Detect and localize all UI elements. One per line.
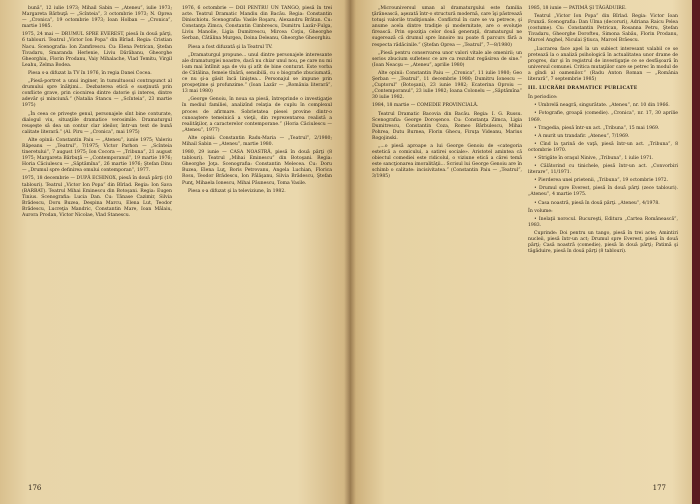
- text-paragraph: Teatrul Dramatic Bacovia din Bacău. Regia: I. G. Russu. Scenografia: George Doroşenco. Cu: Constanţa Zimca, Ligia Dumitrescu, Constantin Coza, Romeo Bărbulescu, Mihai Pohrea, Dutu Burnea, Florin Ghecu, Firuţa Videanu, Marius Rogojinski.: [372, 111, 522, 141]
- text-paragraph: „Piesă pentru conservarea unor valori vitale ale omenirii; un serios zbucium sufletesc ce are ca rezultat regăsirea de sine.” (Ioan Neacşu — „Ateneu”, aprilie 1980): [372, 50, 522, 68]
- text-paragraph: „Piesă-portret a unui inginer, în tumultuosul contrapunct al drumului spre înălţimi... Dezbaterea etică e susţinută prin conflicte grave, prin ciocnirea dintre datorie şi interes, dintre adevăr şi minciună.” (Natalia Stancu — „Scînteia”, 23 martie 1975): [22, 79, 172, 109]
- text-paragraph: Teatrul „Victor Ion Popa” din Bîrlad. Regia: Victor Ioan Frunză. Scenografia: Dan Ulma (decoruri), Adriana Raicu Pelea (costume). Cu: Constantin Petrican, Rosanna Petru, Ştefan Tivadaru, Gheorghe Dorofteu, Simona Sabău, Florin Prodanu, Marcel Anghel, Niculai Ştiuca, Marcel Brăescu.: [528, 14, 678, 44]
- text-paragraph: Alte opinii: Constantin Radu-Maria — „Teatrul”, 2/1980; Mihail Sabin — „Ateneu”, martie 1980.: [182, 135, 332, 147]
- left-page-column-2: [182, 6, 332, 197]
- text-paragraph: • Pierderea unei prietenii, „Tribuna”, 19 octombrie 1972.: [534, 178, 669, 184]
- text-paragraph: • Drumul spre Everest, piesă în două părţi (zece tablouri). „Ateneu”, 4 martie 1975.: [528, 186, 678, 198]
- left-page-column-1: [22, 6, 172, 221]
- right-page-column-1: [372, 6, 522, 183]
- text-paragraph: „În ceea ce priveşte genul, personajele sînt bine conturate, dialogul viu, situaţiile dramatice verosimile. Dramaturgul reuşeşte să dea un contur clar ideilor, într-un text de bună calitate literară.” (Al. Piru — „Cronica”, mai 1975): [22, 111, 172, 135]
- text-paragraph: • Tragedia, piesă într-un act. „Tribuna”, 15 mai 1969.: [534, 125, 660, 131]
- text-paragraph: „...o piesă aproape a lui George Genoiu de «categoria estetică a comicului, a satirei sociale». Aristotel amintea că obiectul comediei este ridicolul, o viziune etică a cărei temă este sancţionarea imoralităţii... Scrisul lui George Genoiu are în schimb o calitate: incisivitatea.” (Constantin Paiu — „Teatrul”, 3/1985): [372, 143, 522, 180]
- text-paragraph: În volume:: [528, 208, 553, 214]
- text-paragraph: 1976, 6 octombrie — DOI PENTRU UN TANGO, piesă în trei acte. Teatrul Dramatic Mandiu din Bacău. Regia: Constantin Dinischiotu. Scenografia: Vasile Roşaru, Alexandru Brătan. Cu: Constanţa Zimca, Constantin Cimbrescu, Dumitru Lazăr-Fulga, Liviu Manolie, Ligia Dumitrescu, Mircea Coţiu, Gheorghe Serban, Cătălina Murgea, Doina Deleanu, Gheorghe Gheorghiu.: [182, 6, 332, 42]
- text-paragraph: 1985, 18 iunie — PATIMĂ ŞI TĂGĂDUIRE.: [528, 6, 627, 11]
- text-paragraph: • Inelaţii norocul. Bucureşti, Editura „Cartea Românească”, 1983.: [528, 216, 678, 228]
- page-number-right: 177: [652, 484, 666, 492]
- text-paragraph: Cuprinde: Doi pentru un tango, piesă în trei acte; Amintiri nucleii, piesă într-un act; Drumul spre Everest, piesă în două părţi; Casă noastră (comedie), piesă în două părţi; Patimă şi tăgăduire, piesă în două părţi (8 tablouri).: [528, 230, 678, 255]
- text-paragraph: 1984, 18 martie — COMEDIE PROVINCIALĂ.: [372, 103, 479, 109]
- text-paragraph: Alte opinii: Constantin Paiu — „Ateneu”, iunie 1975; Valeriu Râpeanu — „Teatrul”, 7/1975; Victor Parhon — „Scînteia tineretului”, 7 august 1975; Ion Cocora — „Tribuna”, 21 august 1975; Margareta Bărbuţă — „Contemporanul”, 19 martie 1976; Horia Căciulescu — „Săptămîna”, 26 martie 1976; Ştefan Dinu — „Drumul spre definirea omului contemporan”, 1977.: [22, 137, 172, 174]
- text-paragraph: Piesa s-a difuzat la TV în 1976, în regia Danei Cocea.: [28, 70, 152, 76]
- text-paragraph: Piesa s-a difuzat şi la televiziune, în 1982.: [188, 188, 286, 194]
- text-paragraph: • Casa noastră, piesă în două părţi. „Ateneu”, 4/1978.: [534, 200, 660, 206]
- text-paragraph: • A murit un trandafir. „Ateneu”, 7/1969.: [534, 133, 630, 139]
- text-paragraph: În periodice:: [528, 95, 558, 101]
- text-paragraph: III. LUCRĂRI DRAMATICE PUBLICATE: [528, 86, 638, 92]
- text-paragraph: „Dramaturgul propune... unul dintre personajele interesante ale dramaturgiei noastre, dacă nu chiar unul nou, pe care nu mi l-am mai întîlnit aşa de viu şi atît de bine conturat. Este vorba de Cătălina, femeie tînără, sensibilă, cu o biografie zbuciumată, ce nu şi-a găsit încă liniştea... Personajul se impune prin prospeţime şi profunzime.” (Ioan Lazăr — „România literară”, 13 mai 1980): [182, 52, 332, 95]
- page-number-left: 176: [28, 484, 42, 492]
- text-paragraph: „Lucrarea face apel la un subiect interesant valabil ce se pretează la o analiză psihologică în actualitatea unor drame de progres, dar şi în registrul de investigaţie ce se desfăşoară în universul comunei. Critica mutaţiilor care se petrec în modul de a gîndi al oamenilor.” (Radu Anton Roman — „România literară”, 7 septembrie 1985): [528, 46, 678, 83]
- text-paragraph: „George Genoiu, în noua sa piesă, întreprinde o investigaţie în mediul familiei, analizînd relaţia de cuplu în complexul proces de afirmare. Sobrietatea piesei provine dintr-o cunoaştere temeinică a vieţii, din reprezentarea realistă a realităţilor, a caracterelor contemporane.” (Horia Căciulescu — „Ateneu”, 1977): [182, 97, 332, 133]
- text-paragraph: 1975, 24 mai — DRUMUL SPRE EVEREST, piesă în două părţi, 6 tablouri. Teatrul „Victor Ion Popa” din Bîrlad. Regia: Cristian Nacu. Scenografia: Ion Zamfirescu. Cu: Elena Petrican, Ştefan Tivadaru, Smaranda Herlenie, Liviu Dărăbanu, Gheorghe Gheorghiu, Florin Prodanu, Vaiy Mihalache, Vlad Temitu, Virgil Leahu, Zelma Bodea.: [22, 32, 172, 68]
- text-paragraph: 1980, 29 iunie — CASA NOASTRĂ, piesă în două părţi (8 tablouri). Teatrul „Mihai Eminescu” din Botoşani. Regia: Gheorghe Joţa. Scenografia: Constantin Melecea. Cu: Doru Buzea, Elena Luţ, Boris Petrovanu, Angela Luchian, Florica Rosu, Teodor Brădescu, Ion Pălăşanu, Silvia Brădescu, Ştefan Punţ, Mihaela Ionescu, Mihai Păunescu, Toma Vasile.: [182, 150, 332, 186]
- text-paragraph: bună”, 12 iulie 1973; Mihail Sabin — „Ateneu”, iulie 1973; Margareta Bărbuţă — „Scînteia”, 3 octombrie 1973; N. Oprea — „Cronica”, 19 octombrie 1973; Ioan Holban — „Cronica”, martie 1985.: [22, 6, 172, 30]
- text-paragraph: • Fotografie, groapă (comedie). „Cronica”, nr. 17, 30 aprilie 1969.: [528, 111, 678, 123]
- right-page-column-2: [528, 6, 678, 257]
- text-paragraph: • Cînd la ţarină de vaţă, piesă într-un act. „Tribuna”, 8 octombrie 1970.: [528, 141, 678, 153]
- text-paragraph: 1975, 18 decembrie — DUPĂ ECHINOX, piesă în două părţi (10 tablouri). Teatrul „Victor Ion Popa” din Bîrlad. Regia: Ion Sava (BARBAT). Teatrul Mihai Eminescu din Botoşani. Regia: Eugen Tinius. Scenografia: Lucia Dan. Cu: Tănase Cazimir, Silvia Brădescu, Doru Buzea, Despina Marcu, Elena Lut, Teodor Brădescu, Lucreţia Mandric, Constantin Mare, Ioan Mălaiu, Aurora Prodan, Victor Nicolae, Vlad Stanescu.: [22, 176, 172, 218]
- text-paragraph: „Microuniversul uman al dramaturgului este familia ţărănească, aşezată într-o structură modernă, care îşi păstrează totuşi valorile tradiţionale. Conflictul în care se va petrece, şi anume acela dintre tradiţie şi modernitate, are o evoluţie firească. Prin opoziţia celor două generaţii, dramaturgul ne sugerează că drumul spre înnoire nu poate fi parcurs fără a respecta rădăcinile.” (Ştefan Oprea — „Teatrul”, 7—8/1980): [372, 6, 522, 48]
- text-paragraph: • Strigăte în oraşul Ninive, „Tribuna”, 1 iulie 1971.: [534, 155, 654, 161]
- text-paragraph: Alte opinii: Constantin Paiu — „Cronica”, 11 iulie 1980; Geo Şerban — „Teatrul”, 11 decembrie 1980; Dumitru Ionescu — „Cuptorul” (Botoşani), 23 iunie 1982; Ecaterina Oproiu — „Contemporanul”, 23 iulie 1982; Ioana Colonelu — „Săptămîna” 30 iulie 1982.: [372, 70, 522, 101]
- right-page: [350, 0, 700, 504]
- text-paragraph: Piesa a fost difuzată şi la Teatrul TV.: [188, 44, 273, 50]
- text-paragraph: • Călătorind cu tinichele, piesă într-un act. „Convorbiri literare”, 11/1971.: [528, 164, 678, 176]
- text-paragraph: • Umbrelă neagră, singurătate. „Ateneu”, nr. 10 din 1966.: [534, 103, 670, 109]
- book-gutter: [344, 0, 356, 504]
- book-cover-edge: [692, 0, 700, 504]
